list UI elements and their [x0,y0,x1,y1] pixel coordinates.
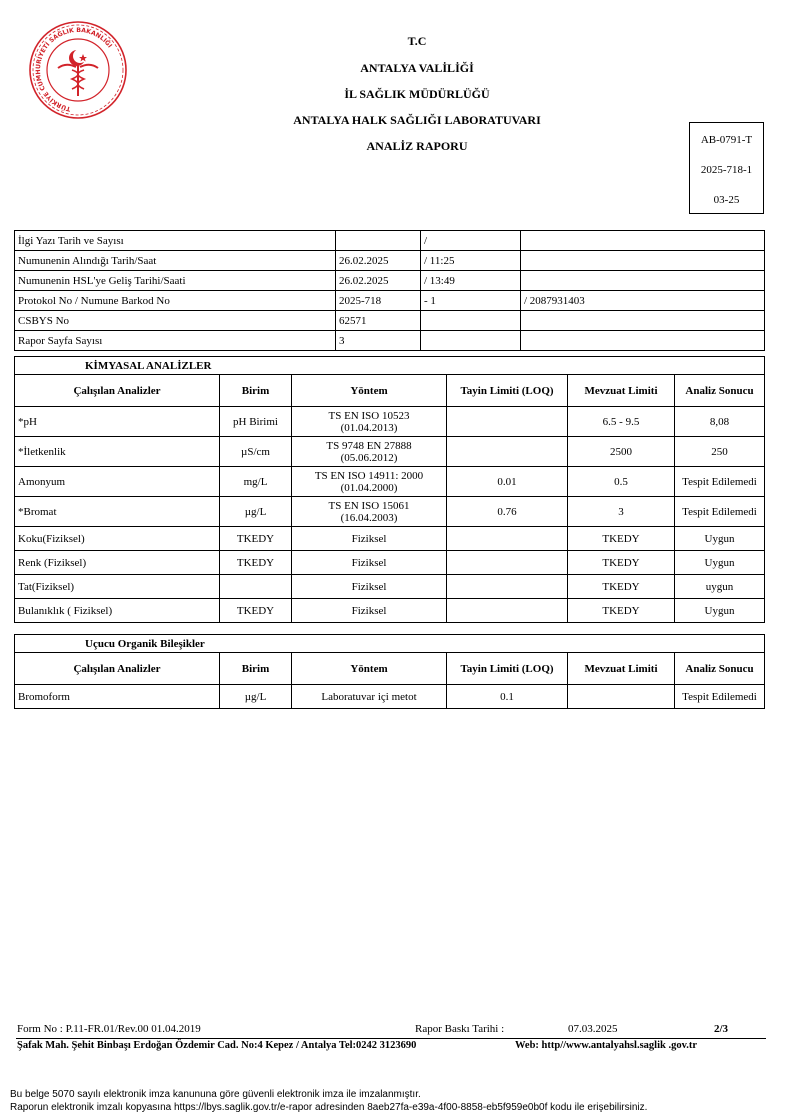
table-row: CSBYS No 62571 [15,311,765,331]
page-number: 2/3 [714,1023,729,1035]
footer-divider [16,1038,766,1039]
website: Web: http//www.antalyahsl.saglik .gov.tr [515,1040,698,1051]
table-row: Bromoform µg/L Laboratuvar içi metot 0.1 Tespit Edilemedi [15,685,765,709]
header-governorship: ANTALYA VALİLİĞİ [360,61,474,75]
voc-analyses-table [14,634,765,709]
form-number: Form No : P.11-FR.01/Rev.00 01.04.2019 [17,1023,201,1035]
table-row: Protokol No / Numune Barkod No 2025-718 - 1 / 2087931403 [15,291,765,311]
table-row: Bulanıklık ( Fiziksel) TKEDY Fiziksel TKEDY Uygun [15,599,765,623]
header-laboratory: ANTALYA HALK SAĞLIĞI LABORATUVARI [293,113,541,127]
esign-notice: Bu belge 5070 sayılı elektronik imza kanununa göre güvenli elektronik imza ile imzalanmıştır. [10,1089,421,1100]
table-row: Tat(Fiziksel) Fiziksel TKEDY uygun [15,575,765,599]
code-1: AB-0791-T [700,134,753,146]
table-row: *Bromat µg/L TS EN ISO 15061 (16.04.2003) 0.76 3 Tespit Edilemedi [15,497,765,527]
code-2: 2025-718-1 [700,164,753,176]
svg-text:TÜRKİYE CUMHURİYETİ SAĞLIK BAK: TÜRKİYE CUMHURİYETİ SAĞLIK BAKANLIĞI [34,26,114,113]
code-3: 03-25 [713,194,740,206]
chemical-analyses-table [14,356,765,623]
section-title: KİMYASAL ANALİZLER [15,357,765,375]
section-title: Uçucu Organik Bileşikler [15,635,765,653]
table-row: Koku(Fiziksel) TKEDY Fiziksel TKEDY Uygun [15,527,765,551]
table-row: Rapor Sayfa Sayısı 3 [15,331,765,351]
sample-info-table [14,230,765,351]
report-code-box [689,122,764,214]
print-date: 07.03.2025 [568,1023,618,1035]
table-row: *pH pH Birimi TS EN ISO 10523 (01.04.2013) 6.5 - 9.5 8,08 [15,407,765,437]
column-headers: Çalışılan Analizler Birim Yöntem Tayin Limiti (LOQ) Mevzuat Limiti Analiz Sonucu [15,375,765,407]
print-date-label: Rapor Baskı Tarihi : [415,1023,505,1035]
table-row: *İletkenlik µS/cm TS 9748 EN 27888 (05.06.2012) 2500 250 [15,437,765,467]
header-tc: T.C [407,34,427,48]
table-row: İlgi Yazı Tarih ve Sayısı / [15,231,765,251]
column-headers: Çalışılan Analizler Birim Yöntem Tayin Limiti (LOQ) Mevzuat Limiti Analiz Sonucu [15,653,765,685]
table-row: Numunenin Alındığı Tarih/Saat 26.02.2025 / 11:25 [15,251,765,271]
esign-link: Raporun elektronik imzalı kopyasına https://lbys.saglik.gov.tr/e-rapor adresinden 8aeb27fa-e39a-4f00-8858-eb5f959e0b0f kodu ile erişebilirsiniz. [10,1102,648,1113]
address: Şafak Mah. Şehit Binbaşı Erdoğan Özdemir Cad. No:4 Kepez / Antalya Tel:0242 3123690 [17,1040,417,1051]
header-report-title: ANALİZ RAPORU [366,139,468,153]
table-row: Numunenin HSL'ye Geliş Tarihi/Saati 26.02.2025 / 13:49 [15,271,765,291]
table-row: Amonyum mg/L TS EN ISO 14911: 2000 (01.04.2000) 0.01 0.5 Tespit Edilemedi [15,467,765,497]
table-row: Renk (Fiziksel) TKEDY Fiziksel TKEDY Uygun [15,551,765,575]
header-directorate: İL SAĞLIK MÜDÜRLÜĞÜ [344,87,490,101]
